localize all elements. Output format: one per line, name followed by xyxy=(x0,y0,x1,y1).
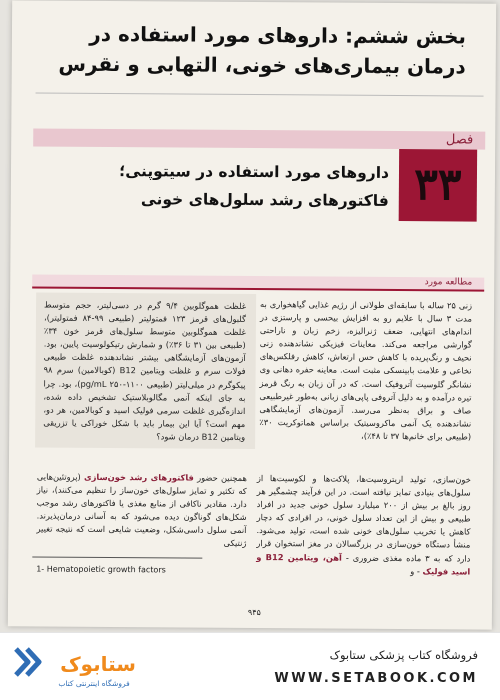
publisher-footer xyxy=(0,632,500,700)
logo-chevrons-icon xyxy=(16,649,39,675)
body-column-right-text: خون‌سازی، تولید اریتروسیت‌ها، پلاکت‌ها و لکوسیت‌ها از سلول‌های بنیادی تمایز نیافته است. در این فرآیند چشمگیر هر روز بالغ بر بیش از ۲۰۰ میلیارد سلول خونی جدید در افراد طبیعی و بیش از این تعداد سلول خونی، در افرادی که دچار کاهش یا تخریب سلول‌های خونی شده است، تولید می‌شود. منشأ دستگاه خون‌سازی در بزرگسالان در مغز استخوان قرار دارد که به ۳ ماده مغذی ضروری - آهن، ویتامین B12 و اسید فولیک - و xyxy=(256,473,471,577)
store-url[interactable]: WWW.SETABOOK.COM xyxy=(274,671,478,686)
chapter-header-bar xyxy=(33,128,485,149)
case-study-box xyxy=(35,292,256,449)
part-title: بخش ششم: داروهای مورد استفاده در درمان بیماری‌های خونی، التهابی و نقرس xyxy=(58,21,467,79)
paper-sheet xyxy=(8,0,496,629)
growth-factor-term: فاکتورهای رشد خون‌سازی xyxy=(83,471,194,483)
body-column-left-text: (پروتئین‌هایی که تکثیر و تمایز سلول‌های خون‌ساز را تنظیم می‌کنند)، نیاز دارد. مقادیر ناکافی از منابع مغذی یا فاکتورهای رشد موجب شکل‌های گوناگون دیده می‌شود که به آسانی درمان‌پذیرند. آنمی سلول داسی‌شکل، وضعیت شایعی است که نتیجه تغییر ژنتیکی xyxy=(36,471,247,549)
setabook-logo xyxy=(10,641,150,691)
logo-tagline: فروشگاه اینترنتی کتاب xyxy=(58,679,130,688)
case-study-bar xyxy=(32,274,484,291)
chapter-number-box xyxy=(399,149,478,222)
case-study-text-right: زنی ۲۵ ساله با سابقه‌ای طولانی از رژیم غذایی گیاهخواری به مدت ۳ سال با علایم رو به افزایش بیحسی و پارستزی در اندام‌های انتهایی، ضعف ژنرالیزه، زخم زبان و ناراحتی گوارشی مراجعه می‌کند. معاینات فیزیکی نشاندهنده زنی نحیف و رنگ‌پریده با کاهش حس ارتعاش، کاهش رفلکس‌های نخاعی و علامت بابینسکی مثبت است. معاینه حفره دهانی وی نشانگر گلوسیت آتروفیک است. که در آن زبان به رنگ قرمز تیره درآمده و به دلیل آتروفی پاپی‌های زبانی به‌طور غیرطبیعی صاف و براق به‌نظر می‌رسد. آزمون‌های آزمایشگاهی نشاندهنده یک آنمی ماکروسیتیک براساس هماتوکریت ۳۰٪ (طبیعی برای خانم‌ها ۳۷ تا ۴۸٪)، xyxy=(259,299,473,442)
body-column-right xyxy=(256,472,471,578)
page-number: ۹۴۵ xyxy=(247,607,261,618)
footnote-divider xyxy=(32,556,202,558)
footnote: 1- Hematopoietic growth factors xyxy=(36,564,166,575)
essential-nutrients-term: آهن، ویتامین B12 و اسید فولیک xyxy=(256,551,471,577)
body-column-left-lead: همچنین حضور xyxy=(193,472,247,483)
chapter-title: داروهای مورد استفاده در سیتوپنی؛ فاکتورهای رشد سلول‌های خونی xyxy=(119,162,390,210)
chapter-label: فصل xyxy=(445,132,474,148)
logo-wordmark: ستابوک xyxy=(60,652,136,676)
chapter-number: ۳۳ xyxy=(414,159,462,211)
case-study-label: مطالعه مورد xyxy=(424,277,473,288)
body-column-left xyxy=(36,471,247,551)
case-study-text-left: غلظت هموگلوبین ۹/۴ گرم در دسی‌لیتر، حجم متوسط گلبول‌های قرمز ۱۲۳ فمتولیتر (طبیعی ۹۹-۸۴ فمتولیتر)، غلظت هموگلوبین متوسط سلول‌های قرمز خون ۳۴٪ (طبیعی بین ۳۱ تا ۳۶٪) و شمارش رتیکولوسیت پایین، بود. آزمون‌های آزمایشگاهی بیشتر نشاندهنده غلظت طبیعی فولات سرم و غلظت ویتامین B12 (کوبالامین) سرم ۹۸ پیکوگرم در میلی‌لیتر (طبیعی ۱۱۰۰-۲۵۰ pg/mL)، بود. چرا به جای اینکه آنمی مگالوبلاستیک تشخیص داده شده، اندازه‌گیری غلظت سرمی فولیک اسید و کوبالامین، هر دو، مهم است؟ آیا این بیمار باید با شکل خوراکی یا تزریقی ویتامین B12 درمان شود؟ xyxy=(43,299,247,442)
store-name: فروشگاه کتاب پزشکی ستابوک xyxy=(329,648,478,662)
title-divider xyxy=(36,92,484,96)
